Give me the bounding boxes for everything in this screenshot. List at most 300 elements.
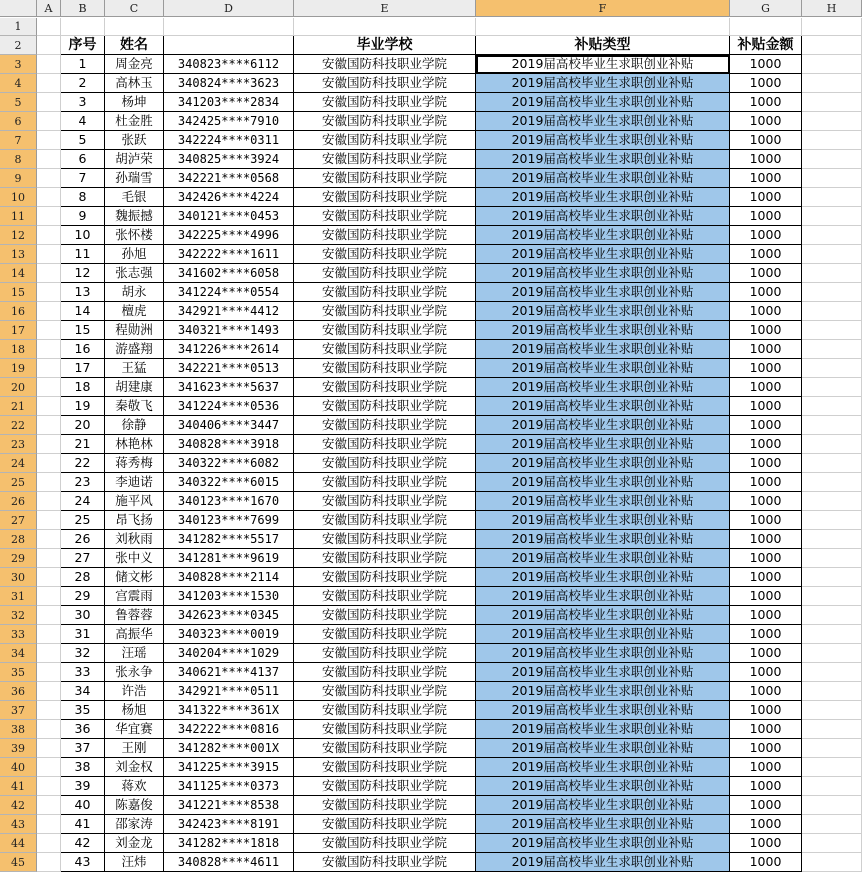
cell-id[interactable]: 341322****361X: [164, 701, 294, 720]
cell-id[interactable]: 342425****7910: [164, 112, 294, 131]
cell-school[interactable]: 安徽国防科技职业学院: [294, 131, 476, 150]
row-header[interactable]: 13: [0, 245, 37, 264]
row-header[interactable]: 10: [0, 188, 37, 207]
cell-seq[interactable]: 18: [61, 378, 105, 397]
cell-type[interactable]: 2019届高校毕业生求职创业补贴: [476, 625, 730, 644]
cell-amount[interactable]: 1000: [730, 245, 802, 264]
cell-seq[interactable]: 30: [61, 606, 105, 625]
cell[interactable]: [802, 701, 862, 720]
cell-id[interactable]: 340121****0453: [164, 207, 294, 226]
cell-type[interactable]: 2019届高校毕业生求职创业补贴: [476, 226, 730, 245]
cell-name[interactable]: 高林玉: [105, 74, 164, 93]
cell-type[interactable]: 2019届高校毕业生求职创业补贴: [476, 378, 730, 397]
cell-id[interactable]: 341282****5517: [164, 530, 294, 549]
cell[interactable]: [802, 131, 862, 150]
cell-id[interactable]: 340123****7699: [164, 511, 294, 530]
cell-name[interactable]: 储文彬: [105, 568, 164, 587]
cell-seq[interactable]: 36: [61, 720, 105, 739]
cell[interactable]: [37, 378, 61, 397]
cell-school[interactable]: 安徽国防科技职业学院: [294, 796, 476, 815]
cell-seq[interactable]: 1: [61, 55, 105, 74]
cell[interactable]: [802, 549, 862, 568]
cell-type[interactable]: 2019届高校毕业生求职创业补贴: [476, 549, 730, 568]
cell[interactable]: [802, 720, 862, 739]
cell-id[interactable]: 340322****6015: [164, 473, 294, 492]
cell-amount[interactable]: 1000: [730, 568, 802, 587]
cell[interactable]: [802, 834, 862, 853]
cell-id[interactable]: 340823****6112: [164, 55, 294, 74]
cell-seq[interactable]: 38: [61, 758, 105, 777]
cell-amount[interactable]: 1000: [730, 796, 802, 815]
cell[interactable]: [37, 454, 61, 473]
cell-amount[interactable]: 1000: [730, 701, 802, 720]
cell[interactable]: [37, 226, 61, 245]
cell-name[interactable]: 汪炜: [105, 853, 164, 872]
header-cell-school[interactable]: 毕业学校: [294, 36, 476, 55]
cell-type[interactable]: 2019届高校毕业生求职创业补贴: [476, 131, 730, 150]
cell[interactable]: [802, 473, 862, 492]
cell-type[interactable]: 2019届高校毕业生求职创业补贴: [476, 340, 730, 359]
cell-school[interactable]: 安徽国防科技职业学院: [294, 283, 476, 302]
cell-seq[interactable]: 27: [61, 549, 105, 568]
cell-name[interactable]: 蒋欢: [105, 777, 164, 796]
row-header[interactable]: 20: [0, 378, 37, 397]
cell[interactable]: [37, 834, 61, 853]
row-header[interactable]: 27: [0, 511, 37, 530]
cell-type[interactable]: 2019届高校毕业生求职创业补贴: [476, 150, 730, 169]
cell-school[interactable]: 安徽国防科技职业学院: [294, 720, 476, 739]
cell-name[interactable]: 张志强: [105, 264, 164, 283]
cell-seq[interactable]: 3: [61, 93, 105, 112]
cell[interactable]: [802, 36, 862, 55]
cell-id[interactable]: 340204****1029: [164, 644, 294, 663]
cell[interactable]: [802, 777, 862, 796]
cell[interactable]: [802, 55, 862, 74]
cell-school[interactable]: 安徽国防科技职业学院: [294, 264, 476, 283]
cell-id[interactable]: 340828****2114: [164, 568, 294, 587]
cell[interactable]: [37, 815, 61, 834]
cell-amount[interactable]: 1000: [730, 682, 802, 701]
cell[interactable]: [802, 663, 862, 682]
cell-amount[interactable]: 1000: [730, 834, 802, 853]
column-header-h[interactable]: H: [802, 0, 862, 17]
cell-type[interactable]: 2019届高校毕业生求职创业补贴: [476, 834, 730, 853]
cell-type[interactable]: 2019届高校毕业生求职创业补贴: [476, 169, 730, 188]
cell-name[interactable]: 毛银: [105, 188, 164, 207]
cell-school[interactable]: 安徽国防科技职业学院: [294, 625, 476, 644]
cell-type[interactable]: 2019届高校毕业生求职创业补贴: [476, 188, 730, 207]
row-header[interactable]: 25: [0, 473, 37, 492]
cell-seq[interactable]: 43: [61, 853, 105, 872]
cell-name[interactable]: 刘金权: [105, 758, 164, 777]
cell[interactable]: [802, 587, 862, 606]
cell-seq[interactable]: 6: [61, 150, 105, 169]
cell-name[interactable]: 程勋洲: [105, 321, 164, 340]
cell-id[interactable]: 341226****2614: [164, 340, 294, 359]
cell-seq[interactable]: 35: [61, 701, 105, 720]
cell-type[interactable]: 2019届高校毕业生求职创业补贴: [476, 796, 730, 815]
cell-seq[interactable]: 40: [61, 796, 105, 815]
cell-type[interactable]: 2019届高校毕业生求职创业补贴: [476, 606, 730, 625]
cell[interactable]: [61, 18, 105, 36]
cell-school[interactable]: 安徽国防科技职业学院: [294, 473, 476, 492]
cell-school[interactable]: 安徽国防科技职业学院: [294, 359, 476, 378]
cell-amount[interactable]: 1000: [730, 74, 802, 93]
cell-amount[interactable]: 1000: [730, 302, 802, 321]
cell-type[interactable]: 2019届高校毕业生求职创业补贴: [476, 511, 730, 530]
cell[interactable]: [802, 568, 862, 587]
cell-id[interactable]: 341125****0373: [164, 777, 294, 796]
cell-school[interactable]: 安徽国防科技职业学院: [294, 777, 476, 796]
cell-seq[interactable]: 14: [61, 302, 105, 321]
cell-amount[interactable]: 1000: [730, 55, 802, 74]
cell[interactable]: [802, 682, 862, 701]
cell[interactable]: [37, 245, 61, 264]
select-all-corner[interactable]: [0, 0, 37, 17]
cell-school[interactable]: 安徽国防科技职业学院: [294, 530, 476, 549]
cell-school[interactable]: 安徽国防科技职业学院: [294, 701, 476, 720]
row-header[interactable]: 18: [0, 340, 37, 359]
row-header[interactable]: 37: [0, 701, 37, 720]
cell-amount[interactable]: 1000: [730, 150, 802, 169]
cell[interactable]: [37, 340, 61, 359]
cell-name[interactable]: 孙瑞雪: [105, 169, 164, 188]
cell-id[interactable]: 342222****0816: [164, 720, 294, 739]
cell-name[interactable]: 杨旭: [105, 701, 164, 720]
cell-amount[interactable]: 1000: [730, 492, 802, 511]
column-header-g[interactable]: G: [730, 0, 802, 17]
cell-type[interactable]: 2019届高校毕业生求职创业补贴: [476, 777, 730, 796]
cell[interactable]: [37, 435, 61, 454]
row-header[interactable]: 31: [0, 587, 37, 606]
row-header[interactable]: 4: [0, 74, 37, 93]
cell-school[interactable]: 安徽国防科技职业学院: [294, 340, 476, 359]
cell-name[interactable]: 林艳林: [105, 435, 164, 454]
row-header[interactable]: 34: [0, 644, 37, 663]
cell-school[interactable]: 安徽国防科技职业学院: [294, 682, 476, 701]
cell[interactable]: [802, 530, 862, 549]
cell-name[interactable]: 施平风: [105, 492, 164, 511]
cell-type[interactable]: 2019届高校毕业生求职创业补贴: [476, 207, 730, 226]
cell-id[interactable]: 341224****0554: [164, 283, 294, 302]
cell-amount[interactable]: 1000: [730, 511, 802, 530]
cell-amount[interactable]: 1000: [730, 340, 802, 359]
row-header[interactable]: 32: [0, 606, 37, 625]
cell-amount[interactable]: 1000: [730, 264, 802, 283]
cell[interactable]: [37, 587, 61, 606]
cell-type[interactable]: 2019届高校毕业生求职创业补贴: [476, 435, 730, 454]
cell-seq[interactable]: 15: [61, 321, 105, 340]
cell-name[interactable]: 徐静: [105, 416, 164, 435]
column-header-a[interactable]: A: [37, 0, 61, 17]
cell-school[interactable]: 安徽国防科技职业学院: [294, 853, 476, 872]
cell[interactable]: [37, 644, 61, 663]
cell-amount[interactable]: 1000: [730, 720, 802, 739]
cell-id[interactable]: 342426****4224: [164, 188, 294, 207]
cell[interactable]: [802, 739, 862, 758]
cell[interactable]: [802, 93, 862, 112]
cell-school[interactable]: 安徽国防科技职业学院: [294, 492, 476, 511]
cell-amount[interactable]: 1000: [730, 93, 802, 112]
cell[interactable]: [37, 36, 61, 55]
row-header[interactable]: 33: [0, 625, 37, 644]
cell-id[interactable]: 341203****1530: [164, 587, 294, 606]
cell-school[interactable]: 安徽国防科技职业学院: [294, 549, 476, 568]
row-header[interactable]: 12: [0, 226, 37, 245]
row-header[interactable]: 35: [0, 663, 37, 682]
cell-seq[interactable]: 2: [61, 74, 105, 93]
cell-seq[interactable]: 12: [61, 264, 105, 283]
cell-school[interactable]: 安徽国防科技职业学院: [294, 568, 476, 587]
cell-id[interactable]: 342224****0311: [164, 131, 294, 150]
cell[interactable]: [37, 606, 61, 625]
cell-id[interactable]: 342623****0345: [164, 606, 294, 625]
cell-name[interactable]: 孙旭: [105, 245, 164, 264]
cell-id[interactable]: 341282****001X: [164, 739, 294, 758]
row-header[interactable]: 19: [0, 359, 37, 378]
cell-type[interactable]: 2019届高校毕业生求职创业补贴: [476, 112, 730, 131]
row-header[interactable]: 11: [0, 207, 37, 226]
cell-name[interactable]: 张怀楼: [105, 226, 164, 245]
cell[interactable]: [37, 530, 61, 549]
cell[interactable]: [37, 397, 61, 416]
row-header[interactable]: 14: [0, 264, 37, 283]
cell-name[interactable]: 王猛: [105, 359, 164, 378]
cell-school[interactable]: 安徽国防科技职业学院: [294, 74, 476, 93]
cell-seq[interactable]: 29: [61, 587, 105, 606]
cell-school[interactable]: 安徽国防科技职业学院: [294, 758, 476, 777]
cell-seq[interactable]: 20: [61, 416, 105, 435]
cell-type[interactable]: 2019届高校毕业生求职创业补贴: [476, 454, 730, 473]
cell-school[interactable]: 安徽国防科技职业学院: [294, 587, 476, 606]
row-header[interactable]: 5: [0, 93, 37, 112]
cell-id[interactable]: 340828****3918: [164, 435, 294, 454]
cell-amount[interactable]: 1000: [730, 397, 802, 416]
cell-id[interactable]: 342222****1611: [164, 245, 294, 264]
cell-school[interactable]: 安徽国防科技职业学院: [294, 606, 476, 625]
cell[interactable]: [802, 188, 862, 207]
cell[interactable]: [37, 796, 61, 815]
row-header[interactable]: 15: [0, 283, 37, 302]
cell-seq[interactable]: 32: [61, 644, 105, 663]
cell-school[interactable]: 安徽国防科技职业学院: [294, 55, 476, 74]
cell-amount[interactable]: 1000: [730, 435, 802, 454]
cell-seq[interactable]: 33: [61, 663, 105, 682]
header-cell-amount[interactable]: 补贴金额: [730, 36, 802, 55]
cell[interactable]: [802, 321, 862, 340]
cell-id[interactable]: 341602****6058: [164, 264, 294, 283]
cell-id[interactable]: 341282****1818: [164, 834, 294, 853]
cell-amount[interactable]: 1000: [730, 606, 802, 625]
cell-school[interactable]: 安徽国防科技职业学院: [294, 739, 476, 758]
cell-type[interactable]: 2019届高校毕业生求职创业补贴: [476, 283, 730, 302]
cell[interactable]: [802, 454, 862, 473]
cell-amount[interactable]: 1000: [730, 853, 802, 872]
row-header[interactable]: 39: [0, 739, 37, 758]
row-header[interactable]: 1: [0, 18, 37, 36]
cell-school[interactable]: 安徽国防科技职业学院: [294, 511, 476, 530]
cell[interactable]: [802, 606, 862, 625]
cell[interactable]: [802, 758, 862, 777]
row-header[interactable]: 21: [0, 397, 37, 416]
cell-id[interactable]: 342225****4996: [164, 226, 294, 245]
cell[interactable]: [37, 74, 61, 93]
cell-id[interactable]: 340323****0019: [164, 625, 294, 644]
cell-name[interactable]: 鲁蓉蓉: [105, 606, 164, 625]
row-header[interactable]: 7: [0, 131, 37, 150]
cell-type[interactable]: 2019届高校毕业生求职创业补贴: [476, 815, 730, 834]
cell-name[interactable]: 高振华: [105, 625, 164, 644]
cell[interactable]: [164, 18, 294, 36]
cell[interactable]: [802, 207, 862, 226]
cell-amount[interactable]: 1000: [730, 131, 802, 150]
cell-id[interactable]: 341225****3915: [164, 758, 294, 777]
cell-id[interactable]: 340828****4611: [164, 853, 294, 872]
cell-seq[interactable]: 41: [61, 815, 105, 834]
cell-school[interactable]: 安徽国防科技职业学院: [294, 112, 476, 131]
cell[interactable]: [37, 321, 61, 340]
cell-seq[interactable]: 42: [61, 834, 105, 853]
cell-id[interactable]: 341224****0536: [164, 397, 294, 416]
cell-school[interactable]: 安徽国防科技职业学院: [294, 207, 476, 226]
cell-type[interactable]: 2019届高校毕业生求职创业补贴: [476, 55, 730, 74]
row-header[interactable]: 22: [0, 416, 37, 435]
cell[interactable]: [802, 511, 862, 530]
cell-seq[interactable]: 34: [61, 682, 105, 701]
cell-school[interactable]: 安徽国防科技职业学院: [294, 150, 476, 169]
cell[interactable]: [37, 18, 61, 36]
cell-name[interactable]: 胡建康: [105, 378, 164, 397]
cell-seq[interactable]: 8: [61, 188, 105, 207]
cell-type[interactable]: 2019届高校毕业生求职创业补贴: [476, 302, 730, 321]
cell-type[interactable]: 2019届高校毕业生求职创业补贴: [476, 663, 730, 682]
cell[interactable]: [37, 283, 61, 302]
column-header-b[interactable]: B: [61, 0, 105, 17]
row-header[interactable]: 30: [0, 568, 37, 587]
cell[interactable]: [802, 359, 862, 378]
cell-seq[interactable]: 28: [61, 568, 105, 587]
cell-amount[interactable]: 1000: [730, 378, 802, 397]
cell-type[interactable]: 2019届高校毕业生求职创业补贴: [476, 644, 730, 663]
cell-name[interactable]: 蒋秀梅: [105, 454, 164, 473]
cell-type[interactable]: 2019届高校毕业生求职创业补贴: [476, 682, 730, 701]
cell-type[interactable]: 2019届高校毕业生求职创业补贴: [476, 245, 730, 264]
cell-seq[interactable]: 4: [61, 112, 105, 131]
cell-seq[interactable]: 11: [61, 245, 105, 264]
column-header-e[interactable]: E: [294, 0, 476, 17]
cell-school[interactable]: 安徽国防科技职业学院: [294, 226, 476, 245]
cell[interactable]: [802, 18, 862, 36]
cell[interactable]: [37, 112, 61, 131]
cell-seq[interactable]: 39: [61, 777, 105, 796]
cell-seq[interactable]: 5: [61, 131, 105, 150]
cell-seq[interactable]: 25: [61, 511, 105, 530]
cell[interactable]: [802, 378, 862, 397]
cell[interactable]: [37, 359, 61, 378]
cell-school[interactable]: 安徽国防科技职业学院: [294, 815, 476, 834]
cell[interactable]: [37, 93, 61, 112]
cell-type[interactable]: 2019届高校毕业生求职创业补贴: [476, 587, 730, 606]
cell-amount[interactable]: 1000: [730, 663, 802, 682]
row-header[interactable]: 41: [0, 777, 37, 796]
cell-name[interactable]: 檀虎: [105, 302, 164, 321]
cell-name[interactable]: 华宜赛: [105, 720, 164, 739]
cell-name[interactable]: 陈嘉俊: [105, 796, 164, 815]
cell[interactable]: [37, 663, 61, 682]
cell[interactable]: [37, 416, 61, 435]
cell-seq[interactable]: 19: [61, 397, 105, 416]
cell-amount[interactable]: 1000: [730, 587, 802, 606]
cell-amount[interactable]: 1000: [730, 549, 802, 568]
row-header[interactable]: 29: [0, 549, 37, 568]
cell[interactable]: [105, 18, 164, 36]
cell-amount[interactable]: 1000: [730, 777, 802, 796]
cell[interactable]: [37, 169, 61, 188]
row-header[interactable]: 43: [0, 815, 37, 834]
row-header[interactable]: 23: [0, 435, 37, 454]
cell-name[interactable]: 游盛翔: [105, 340, 164, 359]
cell-school[interactable]: 安徽国防科技职业学院: [294, 834, 476, 853]
cell[interactable]: [802, 283, 862, 302]
cell[interactable]: [802, 340, 862, 359]
cell-type[interactable]: 2019届高校毕业生求职创业补贴: [476, 93, 730, 112]
cell-school[interactable]: 安徽国防科技职业学院: [294, 321, 476, 340]
cell-school[interactable]: 安徽国防科技职业学院: [294, 397, 476, 416]
cell[interactable]: [802, 302, 862, 321]
row-header[interactable]: 3: [0, 55, 37, 74]
cell-id[interactable]: 341281****9619: [164, 549, 294, 568]
cell-name[interactable]: 杨坤: [105, 93, 164, 112]
cell[interactable]: [294, 18, 476, 36]
header-cell-name[interactable]: 姓名: [105, 36, 164, 55]
cell[interactable]: [37, 701, 61, 720]
cell-seq[interactable]: 21: [61, 435, 105, 454]
cell-school[interactable]: 安徽国防科技职业学院: [294, 302, 476, 321]
cell[interactable]: [37, 682, 61, 701]
cell-id[interactable]: 341203****2834: [164, 93, 294, 112]
row-header[interactable]: 38: [0, 720, 37, 739]
cell-id[interactable]: 340824****3623: [164, 74, 294, 93]
row-header[interactable]: 40: [0, 758, 37, 777]
cell[interactable]: [802, 492, 862, 511]
row-header[interactable]: 8: [0, 150, 37, 169]
header-cell-seq[interactable]: 序号: [61, 36, 105, 55]
column-header-c[interactable]: C: [105, 0, 164, 17]
cell[interactable]: [802, 169, 862, 188]
cell-school[interactable]: 安徽国防科技职业学院: [294, 169, 476, 188]
cell-amount[interactable]: 1000: [730, 815, 802, 834]
row-header[interactable]: 45: [0, 853, 37, 872]
cell-id[interactable]: 340825****3924: [164, 150, 294, 169]
cell-id[interactable]: 340321****1493: [164, 321, 294, 340]
cell-name[interactable]: 汪瑶: [105, 644, 164, 663]
row-header[interactable]: 28: [0, 530, 37, 549]
cell[interactable]: [730, 18, 802, 36]
cell-type[interactable]: 2019届高校毕业生求职创业补贴: [476, 568, 730, 587]
cell[interactable]: [802, 245, 862, 264]
cell-amount[interactable]: 1000: [730, 416, 802, 435]
cell-amount[interactable]: 1000: [730, 112, 802, 131]
cell-name[interactable]: 刘秋雨: [105, 530, 164, 549]
cell-type[interactable]: 2019届高校毕业生求职创业补贴: [476, 416, 730, 435]
cell[interactable]: [802, 226, 862, 245]
cell[interactable]: [802, 435, 862, 454]
cell-type[interactable]: 2019届高校毕业生求职创业补贴: [476, 720, 730, 739]
cell[interactable]: [37, 568, 61, 587]
cell-amount[interactable]: 1000: [730, 454, 802, 473]
cell-school[interactable]: 安徽国防科技职业学院: [294, 188, 476, 207]
cell-name[interactable]: 李迪诺: [105, 473, 164, 492]
